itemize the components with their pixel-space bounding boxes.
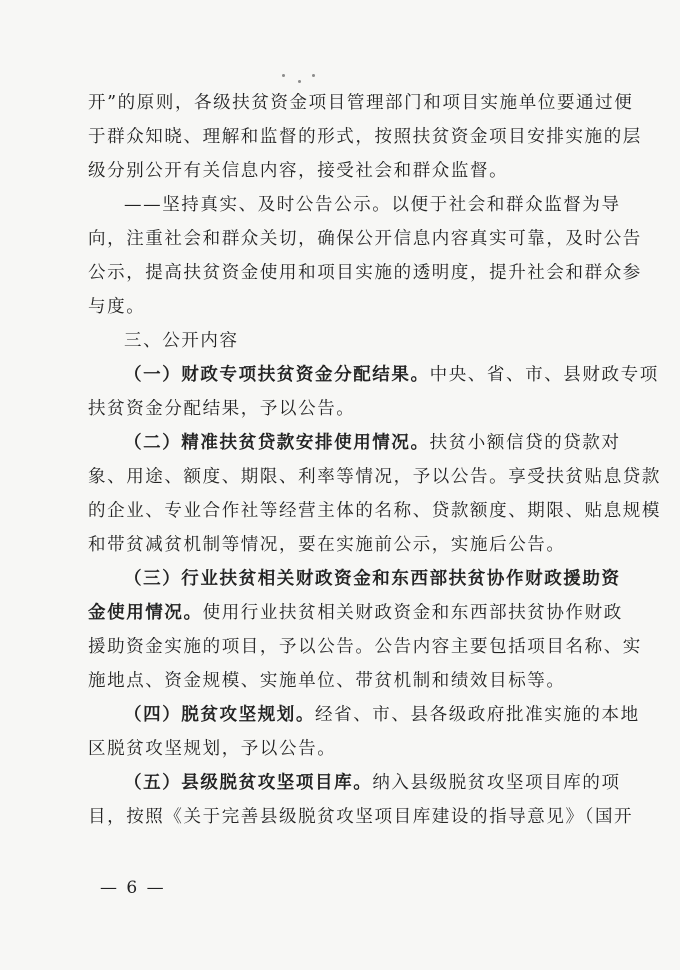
text-line bbox=[88, 358, 659, 392]
text-run: 使用行业扶贫相关财政资金和东西部扶贫协作财政 bbox=[202, 603, 623, 623]
text-line bbox=[88, 596, 623, 630]
text-line: 与度。 bbox=[88, 297, 146, 317]
scan-speck bbox=[298, 80, 301, 83]
subsection-title: （四）脱贫攻坚规划。 bbox=[124, 705, 315, 725]
text-line: 目，按照《关于完善县级脱贫攻坚项目库建设的指导意见》（国开 bbox=[88, 807, 634, 827]
text-line: ——坚持真实、及时公告公示。以便于社会和群众监督为导 bbox=[124, 195, 621, 215]
text-line: 区脱贫攻坚规划，予以公告。 bbox=[88, 739, 337, 759]
text-line: 级分别公开有关信息内容，接受社会和群众监督。 bbox=[88, 161, 509, 181]
subsection-title: （二）精准扶贫贷款安排使用情况。 bbox=[124, 433, 430, 453]
text-line: 向，注重社会和群众关切，确保公开信息内容真实可靠，及时公告 bbox=[88, 229, 642, 249]
text-run: 扶贫小额信贷的贷款对 bbox=[429, 433, 621, 453]
subsection-title: （三）行业扶贫相关财政资金和东西部扶贫协作财政援助资 bbox=[124, 569, 621, 589]
subsection-title: 金使用情况。 bbox=[88, 603, 203, 623]
scan-speck bbox=[312, 74, 315, 77]
text-line bbox=[88, 766, 621, 800]
text-line: 援助资金实施的项目，予以公告。公告内容主要包括项目名称、实 bbox=[88, 637, 642, 657]
text-line bbox=[88, 698, 640, 732]
section-heading: 三、公开内容 bbox=[124, 331, 239, 351]
text-line bbox=[88, 426, 621, 460]
text-line: 的企业、专业合作社等经营主体的名称、贷款额度、期限、贴息规模 bbox=[88, 501, 661, 521]
text-run: 纳入县级脱贫攻坚项目库的项 bbox=[372, 773, 621, 793]
text-run: 经省、市、县各级政府批准实施的本地 bbox=[315, 705, 640, 725]
scan-speck bbox=[282, 74, 285, 77]
text-run: 中央、省、市、县财政专项 bbox=[429, 365, 659, 385]
text-line: 施地点、资金规模、实施单位、带贫机制和绩效目标等。 bbox=[88, 671, 566, 691]
subsection-title: （一）财政专项扶贫资金分配结果。 bbox=[124, 365, 430, 385]
page-number: — 6 — bbox=[100, 878, 166, 898]
text-line: 开”的原则，各级扶贫资金项目管理部门和项目实施单位要通过便 bbox=[88, 93, 634, 113]
text-line: 扶贫资金分配结果，予以公告。 bbox=[88, 399, 356, 419]
subsection-title: （五）县级脱贫攻坚项目库。 bbox=[124, 773, 373, 793]
text-line: 象、用途、额度、期限、利率等情况，予以公告。享受扶贫贴息贷款 bbox=[88, 467, 661, 487]
text-line: 和带贫减贫机制等情况，要在实施前公示，实施后公告。 bbox=[88, 535, 566, 555]
text-line: 公示，提高扶贫资金使用和项目实施的透明度，提升社会和群众参 bbox=[88, 263, 642, 283]
text-line: 于群众知晓、理解和监督的形式，按照扶贫资金项目安排实施的层 bbox=[88, 127, 642, 147]
body-text bbox=[88, 86, 661, 834]
